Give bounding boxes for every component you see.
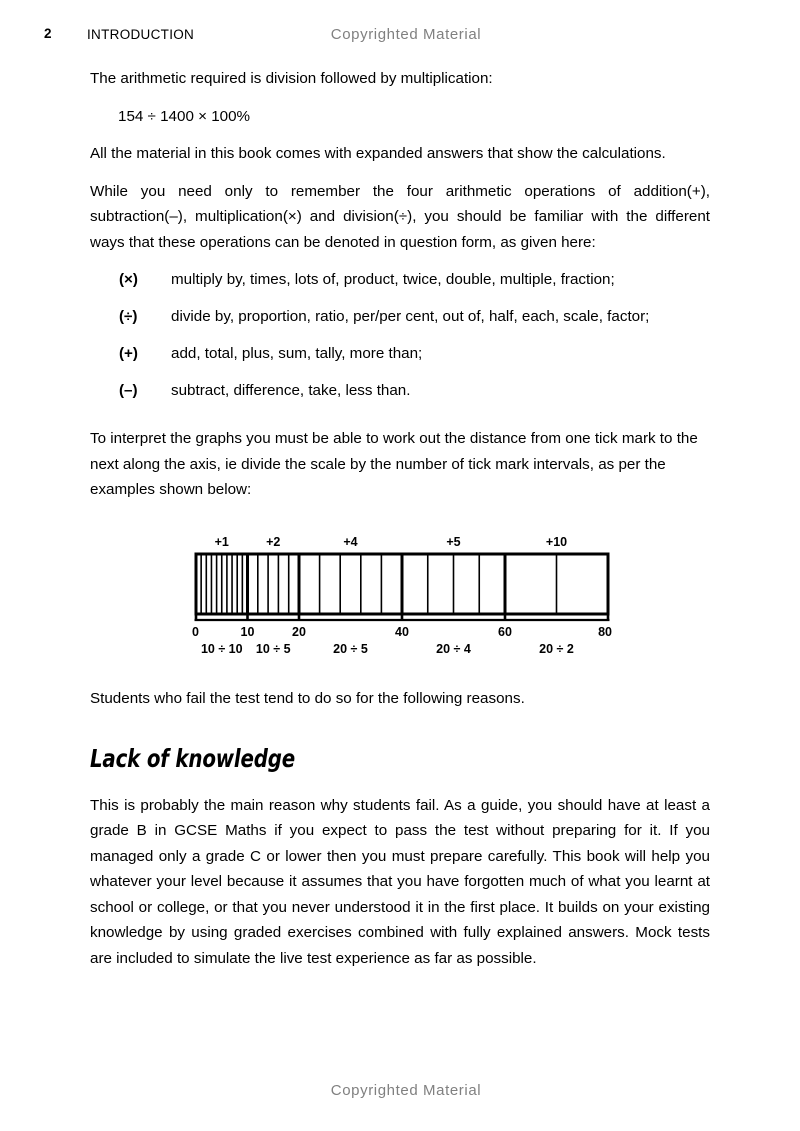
spacer bbox=[90, 773, 710, 793]
axis-tick-label: 40 bbox=[395, 625, 409, 639]
axis-tick-label: 60 bbox=[498, 625, 512, 639]
operator-description: add, total, plus, sum, tally, more than; bbox=[171, 345, 423, 362]
operator-description: subtract, difference, take, less than. bbox=[171, 382, 411, 399]
segment-step-label: +4 bbox=[343, 535, 358, 549]
paragraph-arithmetic: The arithmetic required is division followed by multiplication: bbox=[90, 70, 493, 87]
spacer bbox=[90, 712, 710, 744]
operator-symbol: (×) bbox=[119, 271, 138, 288]
paragraph-lack-of-knowledge: This is probably the main reason why students fail. As a guide, you should have at least a grade B in GCSE Maths if you expect to pass the test without preparing for it. If you managed only a grade C or lower then you must prepare carefully. This book will help you whatever your level because it assumes that you have forgotten much of what you learnt at school or college, or that you never understood it in the first place. It builds on your existing knowledge by using graded exercises combined with fully explained answers. Mock tests are included to simulate the live test experience as far as possible. bbox=[90, 796, 710, 967]
watermark-top: Copyrighted Material bbox=[330, 26, 482, 43]
segment-division-label: 10 ÷ 10 bbox=[200, 642, 243, 656]
operator-description: divide by, proportion, ratio, per/per cent, out of, half, each, scale, factor; bbox=[171, 308, 650, 325]
spacer bbox=[90, 255, 710, 267]
running-head bbox=[44, 26, 756, 48]
segment-step-label: +10 bbox=[545, 535, 568, 549]
axis-tick-label: 20 bbox=[292, 625, 306, 639]
operator-description: multiply by, times, lots of, product, twice, double, multiple, fraction; bbox=[171, 271, 615, 288]
axis-tick-label: 10 bbox=[240, 625, 255, 639]
body-content-lower bbox=[90, 686, 710, 971]
list-item bbox=[90, 341, 710, 367]
paragraph-interpret: To interpret the graphs you must be able to work out the distance from one tick mark to the next along the axis, ie divide the scale by the number of tick mark intervals, as per the examples shown below: bbox=[90, 430, 698, 498]
page-number: 2 bbox=[44, 26, 52, 41]
operator-symbol: (–) bbox=[119, 382, 138, 399]
segment-step-label: +2 bbox=[266, 535, 281, 549]
list-item bbox=[90, 304, 710, 330]
watermark-bottom: Copyrighted Material bbox=[330, 1082, 482, 1099]
tick-mark-scale-figure bbox=[176, 524, 636, 659]
spacer bbox=[90, 92, 710, 104]
axis-tick-label: 0 bbox=[192, 625, 199, 639]
paragraph-students: Students who fail the test tend to do so for the following reasons. bbox=[90, 690, 525, 707]
spacer bbox=[90, 415, 710, 426]
section-heading: Lack of knowledge bbox=[90, 743, 295, 773]
list-item bbox=[90, 267, 710, 293]
chapter-name: INTRODUCTION bbox=[87, 27, 195, 42]
spacer bbox=[90, 167, 710, 179]
operator-symbol: (÷) bbox=[119, 308, 138, 325]
list-item bbox=[90, 378, 710, 404]
display-equation: 154 ÷ 1400 × 100% bbox=[118, 107, 251, 125]
operator-list bbox=[90, 267, 710, 404]
segment-division-label: 20 ÷ 4 bbox=[436, 642, 471, 656]
axis-tick-label: 80 bbox=[598, 625, 612, 639]
operator-symbol: (+) bbox=[119, 345, 138, 362]
scale-diagram bbox=[176, 524, 636, 659]
segment-division-label: 20 ÷ 5 bbox=[333, 642, 368, 656]
spacer bbox=[90, 129, 710, 141]
segment-step-label: +1 bbox=[214, 535, 229, 549]
segment-step-label: +5 bbox=[446, 535, 461, 549]
segment-division-label: 20 ÷ 2 bbox=[539, 642, 574, 656]
paragraph-operations: While you need only to remember the four arithmetic operations of addition(+), subtraction(–), multiplication(×) and division(÷), you should be familiar with the different ways that these operations can be denoted in question form, as given here: bbox=[90, 182, 710, 251]
paragraph-material: All the material in this book comes with expanded answers that show the calculations. bbox=[90, 145, 666, 162]
segment-division-label: 10 ÷ 5 bbox=[255, 642, 291, 656]
body-content bbox=[90, 66, 710, 503]
